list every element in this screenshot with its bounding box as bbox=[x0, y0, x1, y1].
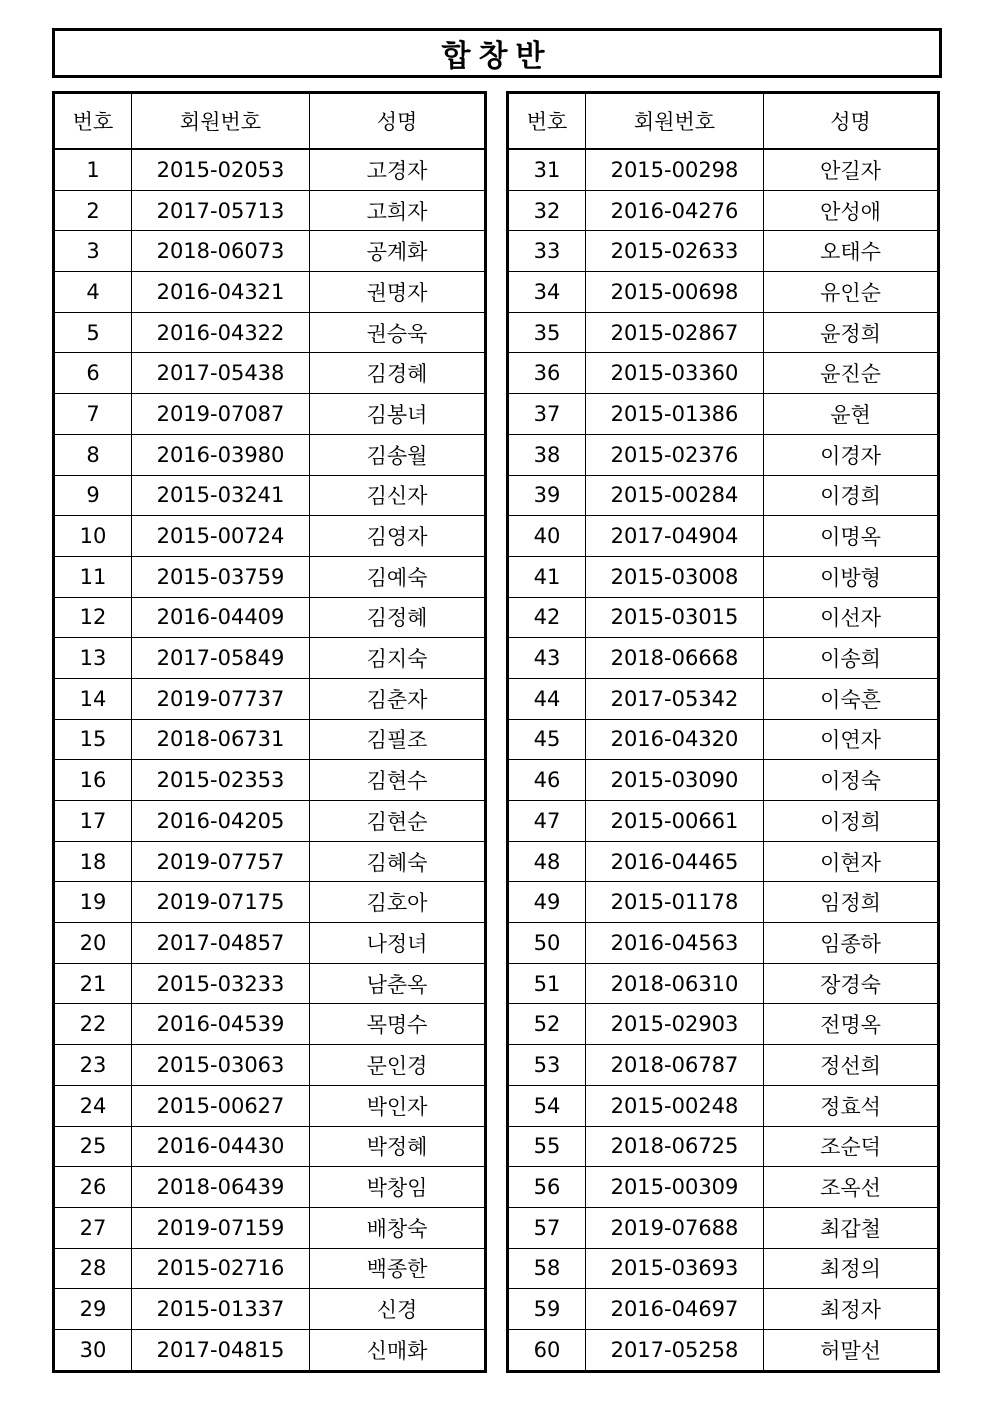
cell-number: 10 bbox=[54, 516, 132, 557]
cell-number: 1 bbox=[54, 149, 132, 190]
cell-number: 36 bbox=[508, 353, 586, 394]
column-header-number: 번호 bbox=[508, 93, 586, 150]
roster-table-right bbox=[506, 91, 940, 1373]
table-row bbox=[54, 1004, 486, 1045]
cell-member-id: 2015-01337 bbox=[132, 1289, 310, 1330]
cell-number: 29 bbox=[54, 1289, 132, 1330]
cell-name: 이연자 bbox=[764, 719, 939, 760]
cell-number: 14 bbox=[54, 678, 132, 719]
cell-member-id: 2015-02716 bbox=[132, 1248, 310, 1289]
cell-name: 김지숙 bbox=[310, 638, 486, 679]
cell-name: 안길자 bbox=[764, 149, 939, 190]
cell-member-id: 2015-03233 bbox=[132, 963, 310, 1004]
cell-name: 김필조 bbox=[310, 719, 486, 760]
table-row bbox=[54, 231, 486, 272]
cell-name: 공계화 bbox=[310, 231, 486, 272]
cell-name: 윤정희 bbox=[764, 312, 939, 353]
cell-name: 이숙흔 bbox=[764, 678, 939, 719]
table-row bbox=[54, 1167, 486, 1208]
cell-name: 신매화 bbox=[310, 1329, 486, 1371]
cell-member-id: 2017-05258 bbox=[586, 1329, 764, 1371]
cell-name: 유인순 bbox=[764, 272, 939, 313]
table-row bbox=[54, 882, 486, 923]
cell-name: 최정의 bbox=[764, 1248, 939, 1289]
cell-number: 20 bbox=[54, 923, 132, 964]
cell-name: 박정혜 bbox=[310, 1126, 486, 1167]
cell-member-id: 2019-07757 bbox=[132, 841, 310, 882]
cell-name: 남춘옥 bbox=[310, 963, 486, 1004]
cell-name: 김예숙 bbox=[310, 556, 486, 597]
cell-name: 전명옥 bbox=[764, 1004, 939, 1045]
cell-name: 목명수 bbox=[310, 1004, 486, 1045]
cell-number: 39 bbox=[508, 475, 586, 516]
table-row bbox=[508, 597, 939, 638]
cell-number: 60 bbox=[508, 1329, 586, 1371]
cell-member-id: 2017-05849 bbox=[132, 638, 310, 679]
table-row bbox=[54, 760, 486, 801]
cell-number: 55 bbox=[508, 1126, 586, 1167]
cell-name: 김경혜 bbox=[310, 353, 486, 394]
table-row bbox=[508, 841, 939, 882]
table-row bbox=[54, 312, 486, 353]
cell-member-id: 2016-04539 bbox=[132, 1004, 310, 1045]
cell-number: 12 bbox=[54, 597, 132, 638]
cell-number: 51 bbox=[508, 963, 586, 1004]
cell-member-id: 2015-00627 bbox=[132, 1085, 310, 1126]
cell-member-id: 2015-03015 bbox=[586, 597, 764, 638]
cell-name: 김봉녀 bbox=[310, 394, 486, 435]
table-row bbox=[54, 556, 486, 597]
cell-member-id: 2016-04276 bbox=[586, 190, 764, 231]
cell-member-id: 2017-05342 bbox=[586, 678, 764, 719]
page-title: 합창반 bbox=[52, 28, 942, 78]
table-row bbox=[508, 434, 939, 475]
cell-member-id: 2015-03008 bbox=[586, 556, 764, 597]
table-row bbox=[508, 638, 939, 679]
cell-number: 4 bbox=[54, 272, 132, 313]
table-row bbox=[508, 190, 939, 231]
cell-member-id: 2015-03759 bbox=[132, 556, 310, 597]
cell-number: 53 bbox=[508, 1045, 586, 1086]
table-row bbox=[54, 719, 486, 760]
cell-name: 이정희 bbox=[764, 801, 939, 842]
cell-name: 허말선 bbox=[764, 1329, 939, 1371]
cell-number: 18 bbox=[54, 841, 132, 882]
cell-number: 21 bbox=[54, 963, 132, 1004]
table-row bbox=[54, 1248, 486, 1289]
cell-name: 김송월 bbox=[310, 434, 486, 475]
cell-member-id: 2018-06787 bbox=[586, 1045, 764, 1086]
cell-name: 이현자 bbox=[764, 841, 939, 882]
cell-member-id: 2015-00724 bbox=[132, 516, 310, 557]
cell-member-id: 2015-00248 bbox=[586, 1085, 764, 1126]
cell-name: 안성애 bbox=[764, 190, 939, 231]
table-row bbox=[508, 801, 939, 842]
cell-name: 조순덕 bbox=[764, 1126, 939, 1167]
table-row bbox=[508, 1126, 939, 1167]
table-row bbox=[508, 882, 939, 923]
table-row bbox=[508, 272, 939, 313]
cell-member-id: 2017-04904 bbox=[586, 516, 764, 557]
table-row bbox=[508, 312, 939, 353]
cell-name: 김신자 bbox=[310, 475, 486, 516]
table-row bbox=[54, 434, 486, 475]
cell-name: 이경희 bbox=[764, 475, 939, 516]
table-row bbox=[508, 1045, 939, 1086]
cell-number: 17 bbox=[54, 801, 132, 842]
table-row bbox=[54, 841, 486, 882]
cell-name: 최정자 bbox=[764, 1289, 939, 1330]
cell-number: 45 bbox=[508, 719, 586, 760]
table-row bbox=[508, 1207, 939, 1248]
cell-member-id: 2016-04205 bbox=[132, 801, 310, 842]
cell-number: 24 bbox=[54, 1085, 132, 1126]
cell-name: 이정숙 bbox=[764, 760, 939, 801]
cell-name: 조옥선 bbox=[764, 1167, 939, 1208]
cell-member-id: 2015-03090 bbox=[586, 760, 764, 801]
cell-number: 56 bbox=[508, 1167, 586, 1208]
table-row bbox=[508, 719, 939, 760]
cell-number: 35 bbox=[508, 312, 586, 353]
cell-name: 신경 bbox=[310, 1289, 486, 1330]
cell-name: 윤현 bbox=[764, 394, 939, 435]
cell-member-id: 2019-07688 bbox=[586, 1207, 764, 1248]
cell-member-id: 2015-00284 bbox=[586, 475, 764, 516]
cell-name: 김현수 bbox=[310, 760, 486, 801]
table-row bbox=[508, 353, 939, 394]
cell-number: 43 bbox=[508, 638, 586, 679]
cell-name: 정선희 bbox=[764, 1045, 939, 1086]
cell-member-id: 2017-04815 bbox=[132, 1329, 310, 1371]
table-row bbox=[508, 231, 939, 272]
cell-name: 권승욱 bbox=[310, 312, 486, 353]
cell-member-id: 2015-03693 bbox=[586, 1248, 764, 1289]
cell-member-id: 2015-00298 bbox=[586, 149, 764, 190]
cell-member-id: 2017-05438 bbox=[132, 353, 310, 394]
cell-name: 이경자 bbox=[764, 434, 939, 475]
cell-number: 26 bbox=[54, 1167, 132, 1208]
cell-member-id: 2016-04409 bbox=[132, 597, 310, 638]
cell-member-id: 2016-04321 bbox=[132, 272, 310, 313]
cell-member-id: 2015-02376 bbox=[586, 434, 764, 475]
cell-number: 49 bbox=[508, 882, 586, 923]
cell-number: 25 bbox=[54, 1126, 132, 1167]
column-header-member-id: 회원번호 bbox=[586, 93, 764, 150]
cell-number: 34 bbox=[508, 272, 586, 313]
cell-name: 윤진순 bbox=[764, 353, 939, 394]
table-row bbox=[508, 394, 939, 435]
table-row bbox=[508, 1004, 939, 1045]
cell-number: 23 bbox=[54, 1045, 132, 1086]
cell-member-id: 2015-01386 bbox=[586, 394, 764, 435]
table-row bbox=[54, 963, 486, 1004]
cell-name: 나정녀 bbox=[310, 923, 486, 964]
cell-number: 19 bbox=[54, 882, 132, 923]
table-row bbox=[508, 1248, 939, 1289]
table-row bbox=[508, 1329, 939, 1371]
table-row bbox=[54, 1085, 486, 1126]
column-header-member-id: 회원번호 bbox=[132, 93, 310, 150]
cell-member-id: 2015-02633 bbox=[586, 231, 764, 272]
cell-name: 김혜숙 bbox=[310, 841, 486, 882]
cell-name: 장경숙 bbox=[764, 963, 939, 1004]
cell-number: 50 bbox=[508, 923, 586, 964]
table-row bbox=[54, 394, 486, 435]
table-row bbox=[508, 1085, 939, 1126]
cell-number: 42 bbox=[508, 597, 586, 638]
cell-name: 김현순 bbox=[310, 801, 486, 842]
cell-number: 41 bbox=[508, 556, 586, 597]
table-row bbox=[54, 353, 486, 394]
cell-member-id: 2019-07159 bbox=[132, 1207, 310, 1248]
table-row bbox=[54, 638, 486, 679]
cell-number: 44 bbox=[508, 678, 586, 719]
cell-member-id: 2018-06725 bbox=[586, 1126, 764, 1167]
cell-name: 최갑철 bbox=[764, 1207, 939, 1248]
cell-name: 이방형 bbox=[764, 556, 939, 597]
cell-member-id: 2018-06073 bbox=[132, 231, 310, 272]
cell-name: 정효석 bbox=[764, 1085, 939, 1126]
cell-number: 32 bbox=[508, 190, 586, 231]
cell-number: 38 bbox=[508, 434, 586, 475]
column-header-name: 성명 bbox=[310, 93, 486, 150]
cell-name: 고희자 bbox=[310, 190, 486, 231]
table-row bbox=[54, 1126, 486, 1167]
cell-number: 40 bbox=[508, 516, 586, 557]
cell-name: 이송희 bbox=[764, 638, 939, 679]
cell-member-id: 2016-04697 bbox=[586, 1289, 764, 1330]
cell-number: 54 bbox=[508, 1085, 586, 1126]
cell-name: 박인자 bbox=[310, 1085, 486, 1126]
table-row bbox=[54, 475, 486, 516]
cell-name: 김춘자 bbox=[310, 678, 486, 719]
table-row bbox=[54, 1045, 486, 1086]
table-row bbox=[508, 149, 939, 190]
cell-member-id: 2018-06668 bbox=[586, 638, 764, 679]
cell-number: 11 bbox=[54, 556, 132, 597]
cell-number: 47 bbox=[508, 801, 586, 842]
cell-name: 김호아 bbox=[310, 882, 486, 923]
cell-name: 오태수 bbox=[764, 231, 939, 272]
table-row bbox=[508, 963, 939, 1004]
cell-member-id: 2018-06731 bbox=[132, 719, 310, 760]
table-row bbox=[54, 1207, 486, 1248]
cell-member-id: 2015-03241 bbox=[132, 475, 310, 516]
cell-name: 이명옥 bbox=[764, 516, 939, 557]
table-row bbox=[54, 1329, 486, 1371]
cell-member-id: 2018-06310 bbox=[586, 963, 764, 1004]
cell-name: 임종하 bbox=[764, 923, 939, 964]
table-row bbox=[54, 597, 486, 638]
cell-number: 2 bbox=[54, 190, 132, 231]
cell-member-id: 2016-04320 bbox=[586, 719, 764, 760]
cell-name: 박창임 bbox=[310, 1167, 486, 1208]
cell-number: 31 bbox=[508, 149, 586, 190]
cell-member-id: 2015-02353 bbox=[132, 760, 310, 801]
table-row bbox=[508, 516, 939, 557]
cell-name: 김영자 bbox=[310, 516, 486, 557]
cell-number: 28 bbox=[54, 1248, 132, 1289]
roster-table-left bbox=[52, 91, 487, 1373]
cell-number: 46 bbox=[508, 760, 586, 801]
cell-member-id: 2016-04322 bbox=[132, 312, 310, 353]
table-row bbox=[54, 1289, 486, 1330]
cell-number: 22 bbox=[54, 1004, 132, 1045]
cell-member-id: 2015-00309 bbox=[586, 1167, 764, 1208]
cell-number: 9 bbox=[54, 475, 132, 516]
cell-name: 권명자 bbox=[310, 272, 486, 313]
cell-number: 57 bbox=[508, 1207, 586, 1248]
cell-number: 5 bbox=[54, 312, 132, 353]
cell-member-id: 2015-02903 bbox=[586, 1004, 764, 1045]
cell-number: 58 bbox=[508, 1248, 586, 1289]
cell-name: 백종한 bbox=[310, 1248, 486, 1289]
cell-number: 3 bbox=[54, 231, 132, 272]
table-row bbox=[508, 556, 939, 597]
cell-member-id: 2019-07737 bbox=[132, 678, 310, 719]
cell-number: 8 bbox=[54, 434, 132, 475]
table-row bbox=[54, 516, 486, 557]
cell-name: 문인경 bbox=[310, 1045, 486, 1086]
table-row bbox=[54, 923, 486, 964]
cell-number: 27 bbox=[54, 1207, 132, 1248]
cell-member-id: 2019-07175 bbox=[132, 882, 310, 923]
cell-number: 59 bbox=[508, 1289, 586, 1330]
cell-number: 30 bbox=[54, 1329, 132, 1371]
cell-member-id: 2016-04563 bbox=[586, 923, 764, 964]
cell-member-id: 2015-00661 bbox=[586, 801, 764, 842]
table-row bbox=[508, 760, 939, 801]
cell-member-id: 2017-05713 bbox=[132, 190, 310, 231]
cell-name: 배창숙 bbox=[310, 1207, 486, 1248]
cell-member-id: 2019-07087 bbox=[132, 394, 310, 435]
table-row bbox=[54, 678, 486, 719]
cell-name: 이선자 bbox=[764, 597, 939, 638]
cell-number: 16 bbox=[54, 760, 132, 801]
table-header-row bbox=[54, 93, 486, 150]
cell-number: 48 bbox=[508, 841, 586, 882]
cell-name: 고경자 bbox=[310, 149, 486, 190]
column-header-number: 번호 bbox=[54, 93, 132, 150]
cell-number: 37 bbox=[508, 394, 586, 435]
table-row bbox=[508, 923, 939, 964]
cell-member-id: 2016-04430 bbox=[132, 1126, 310, 1167]
cell-number: 52 bbox=[508, 1004, 586, 1045]
cell-number: 15 bbox=[54, 719, 132, 760]
cell-member-id: 2015-02053 bbox=[132, 149, 310, 190]
cell-member-id: 2015-02867 bbox=[586, 312, 764, 353]
cell-member-id: 2016-03980 bbox=[132, 434, 310, 475]
cell-member-id: 2015-00698 bbox=[586, 272, 764, 313]
cell-member-id: 2015-03063 bbox=[132, 1045, 310, 1086]
table-header-row bbox=[508, 93, 939, 150]
cell-number: 13 bbox=[54, 638, 132, 679]
cell-member-id: 2015-01178 bbox=[586, 882, 764, 923]
table-row bbox=[508, 1289, 939, 1330]
cell-member-id: 2015-03360 bbox=[586, 353, 764, 394]
column-header-name: 성명 bbox=[764, 93, 939, 150]
table-row bbox=[54, 190, 486, 231]
cell-number: 7 bbox=[54, 394, 132, 435]
cell-number: 33 bbox=[508, 231, 586, 272]
table-row bbox=[508, 475, 939, 516]
table-row bbox=[54, 149, 486, 190]
cell-member-id: 2018-06439 bbox=[132, 1167, 310, 1208]
table-row bbox=[54, 272, 486, 313]
table-row bbox=[508, 1167, 939, 1208]
cell-name: 임정희 bbox=[764, 882, 939, 923]
cell-member-id: 2017-04857 bbox=[132, 923, 310, 964]
cell-number: 6 bbox=[54, 353, 132, 394]
cell-member-id: 2016-04465 bbox=[586, 841, 764, 882]
table-row bbox=[54, 801, 486, 842]
table-row bbox=[508, 678, 939, 719]
cell-name: 김정혜 bbox=[310, 597, 486, 638]
